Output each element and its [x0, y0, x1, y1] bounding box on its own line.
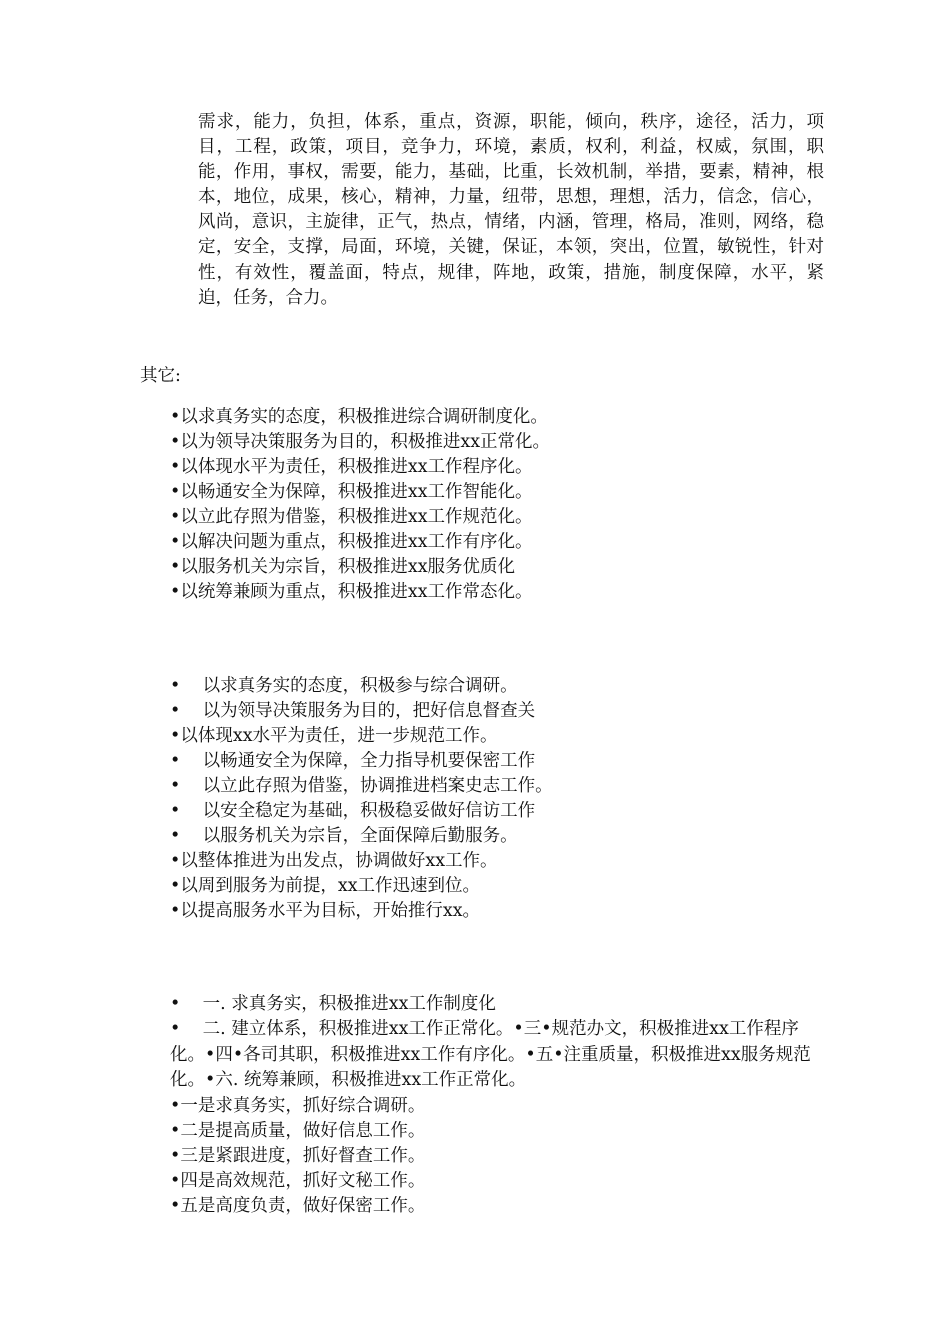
list-item: • 以求真务实的态度，积极参与综合调研。 [170, 676, 518, 696]
list-item: •四是高效规范，抓好文秘工作。 [170, 1170, 426, 1191]
list-item: • 以为领导决策服务为目的，把好信息督查关 [170, 701, 536, 721]
list-item: •以周到服务为前提，xx工作迅速到位。 [170, 876, 481, 896]
list-item: • 二. 建立体系，积极推进xx工作正常化。•三•规范办文，积极推进xx工作程序化。•四•各司其职，积极推进xx工作有序化。•五•注重质量，积极推进xx服务规范化。•六. 统筹兼顾，积极推进xx工作正常化。 [170, 1019, 811, 1090]
list-item: • 以服务机关为宗旨，全面保障后勤服务。 [170, 826, 518, 846]
list-item: •以求真务实的态度，积极推进综合调研制度化。 [170, 407, 548, 427]
list-item: • 以立此存照为借鉴，协调推进档案史志工作。 [170, 776, 553, 796]
list-item: •一是求真务实，抓好综合调研。 [170, 1095, 426, 1116]
list-item: • 以安全稳定为基础，积极稳妥做好信访工作 [170, 801, 536, 821]
other-heading: 其它: [140, 366, 181, 386]
list-item: •三是紧跟进度，抓好督查工作。 [170, 1145, 426, 1166]
list-item: •以解决问题为重点，积极推进xx工作有序化。 [170, 532, 533, 552]
list-item: •二是提高质量，做好信息工作。 [170, 1120, 426, 1141]
list-item: •以体现xx水平为责任，进一步规范工作。 [170, 726, 498, 746]
list-item: •以立此存照为借鉴，积极推进xx工作规范化。 [170, 507, 533, 527]
list-item: •以为领导决策服务为目的，积极推进xx正常化。 [170, 432, 551, 452]
intro-paragraph: 需求，能力，负担，体系，重点，资源，职能，倾向，秩序，途径，活力，项目，工程，政策，项目，竞争力，环境，素质，权利，利益，权威，氛围，职能，作用，事权，需要，能力，基础，比重，长效机制，举措，要素，精神，根本，地位，成果，核心，精神，力量，纽带，思想，理想，活力，信念，信心，风尚，意识，主旋律，正气，热点，情绪，内涵，管理，格局，准则，网络，稳定，安全，支撑，局面，环境，关键，保证，本领，突出，位置，敏锐性，针对性，有效性，覆盖面，特点，规律，阵地，政策，措施，制度保障，水平，紧迫，任务，合力。 [198, 112, 824, 308]
list-1 [170, 405, 550, 605]
list-item: • 以畅通安全为保障，全力指导机要保密工作 [170, 751, 536, 771]
list-item: •以整体推进为出发点，协调做好xx工作。 [170, 851, 498, 871]
list-item: •以统筹兼顾为重点，积极推进xx工作常态化。 [170, 582, 533, 602]
list-2 [170, 674, 553, 924]
list-3 [170, 992, 820, 1219]
list-item: •以体现水平为责任，积极推进xx工作程序化。 [170, 457, 533, 477]
list-item: •以服务机关为宗旨，积极推进xx服务优质化 [170, 557, 516, 577]
list-item: •五是高度负责，做好保密工作。 [170, 1195, 426, 1216]
list-item: •以提高服务水平为目标，开始推行xx。 [170, 901, 481, 921]
list-item: •以畅通安全为保障，积极推进xx工作智能化。 [170, 482, 533, 502]
list-item: • 一. 求真务实，积极推进xx工作制度化 [170, 994, 496, 1014]
